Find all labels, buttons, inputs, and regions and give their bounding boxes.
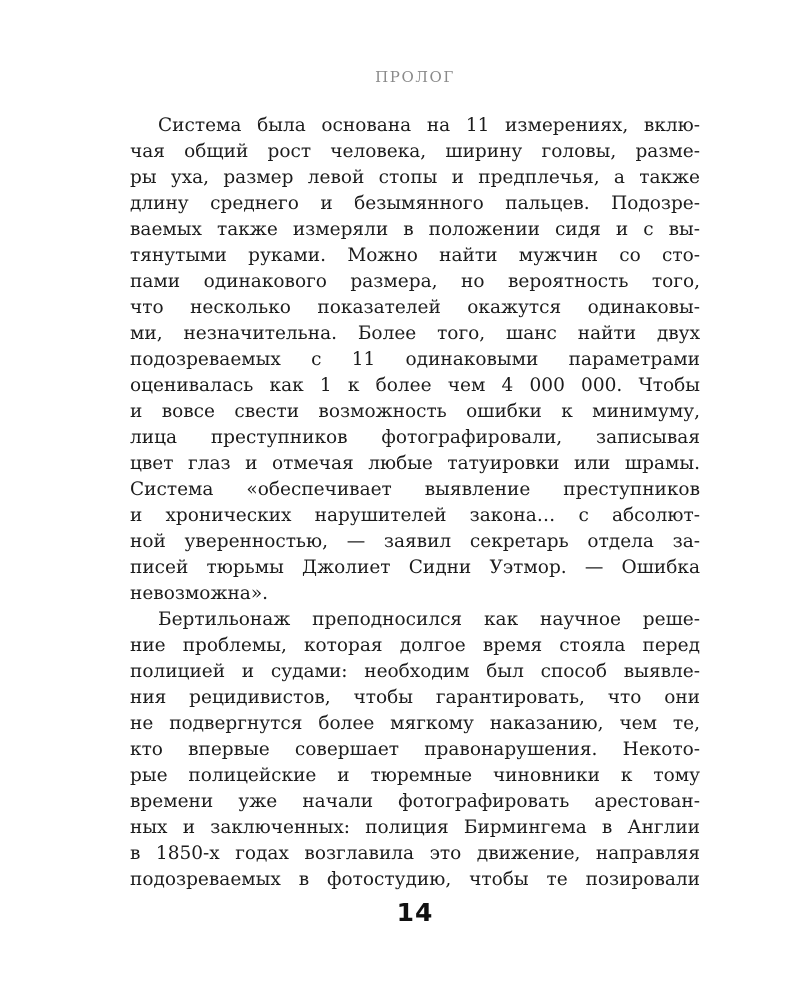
text-line: что несколько показателей окажутся одинаковы- [130, 297, 700, 318]
text-line: полицией и судами: необходим был способ выявле- [130, 661, 700, 682]
text-line: кто впервые совершает правонарушения. Некото- [130, 739, 700, 760]
text-line: не подвергнутся более мягкому наказанию, чем те, [130, 713, 700, 734]
text-line: чая общий рост человека, ширину головы, разме- [130, 141, 700, 162]
text-line: ние проблемы, которая долгое время стояла перед [130, 635, 700, 656]
text-line: Система была основана на 11 измерениях, вклю- [158, 115, 700, 136]
text-line: тянутыми руками. Можно найти мужчин со сто- [130, 245, 700, 266]
text-line: Бертильонаж преподносился как научное реше- [158, 609, 700, 630]
page-number: 14 [396, 898, 434, 927]
text-line: длину среднего и безымянного пальцев. Подозре- [130, 193, 700, 214]
text-line: и хронических нарушителей закона… с абсолют- [130, 505, 700, 526]
text-line: подозреваемых в фотостудию, чтобы те позировали [130, 869, 700, 890]
text-line: ры уха, размер левой стопы и предплечья, а также [130, 167, 700, 188]
text-line: ваемых также измеряли в положении сидя и с вы- [130, 219, 700, 240]
text-line: пами одинакового размера, но вероятность того, [130, 271, 700, 292]
text-line: рые полицейские и тюремные чиновники к тому [130, 765, 700, 786]
body-text [130, 113, 700, 893]
text-line: лица преступников фотографировали, записывая [130, 427, 700, 448]
paragraph [130, 113, 700, 607]
text-line: цвет глаз и отмечая любые татуировки или шрамы. [130, 453, 700, 474]
text-line: ных и заключенных: полиция Бирмингема в Англии [130, 817, 700, 838]
text-line: подозреваемых с 11 одинаковыми параметрами [130, 349, 700, 370]
paragraph [130, 607, 700, 893]
text-line: времени уже начали фотографировать арестован- [130, 791, 700, 812]
text-line: писей тюрьмы Джолиет Сидни Уэтмор. — Ошибка [130, 557, 700, 578]
text-line: Система «обеспечивает выявление преступников [130, 479, 700, 500]
text-line: оценивалась как 1 к более чем 4 000 000. Чтобы [130, 375, 700, 396]
text-line: в 1850-х годах возглавила это движение, направляя [130, 843, 700, 864]
text-line: невозможна». [130, 583, 269, 604]
text-line: ния рецидивистов, чтобы гарантировать, что они [130, 687, 700, 708]
text-line: ми, незначительна. Более того, шанс найти двух [130, 323, 700, 344]
text-line: и вовсе свести возможность ошибки к минимуму, [130, 401, 700, 422]
text-line: ной уверенностью, — заявил секретарь отдела за- [130, 531, 700, 552]
running-title: ПРОЛОГ [375, 68, 455, 86]
